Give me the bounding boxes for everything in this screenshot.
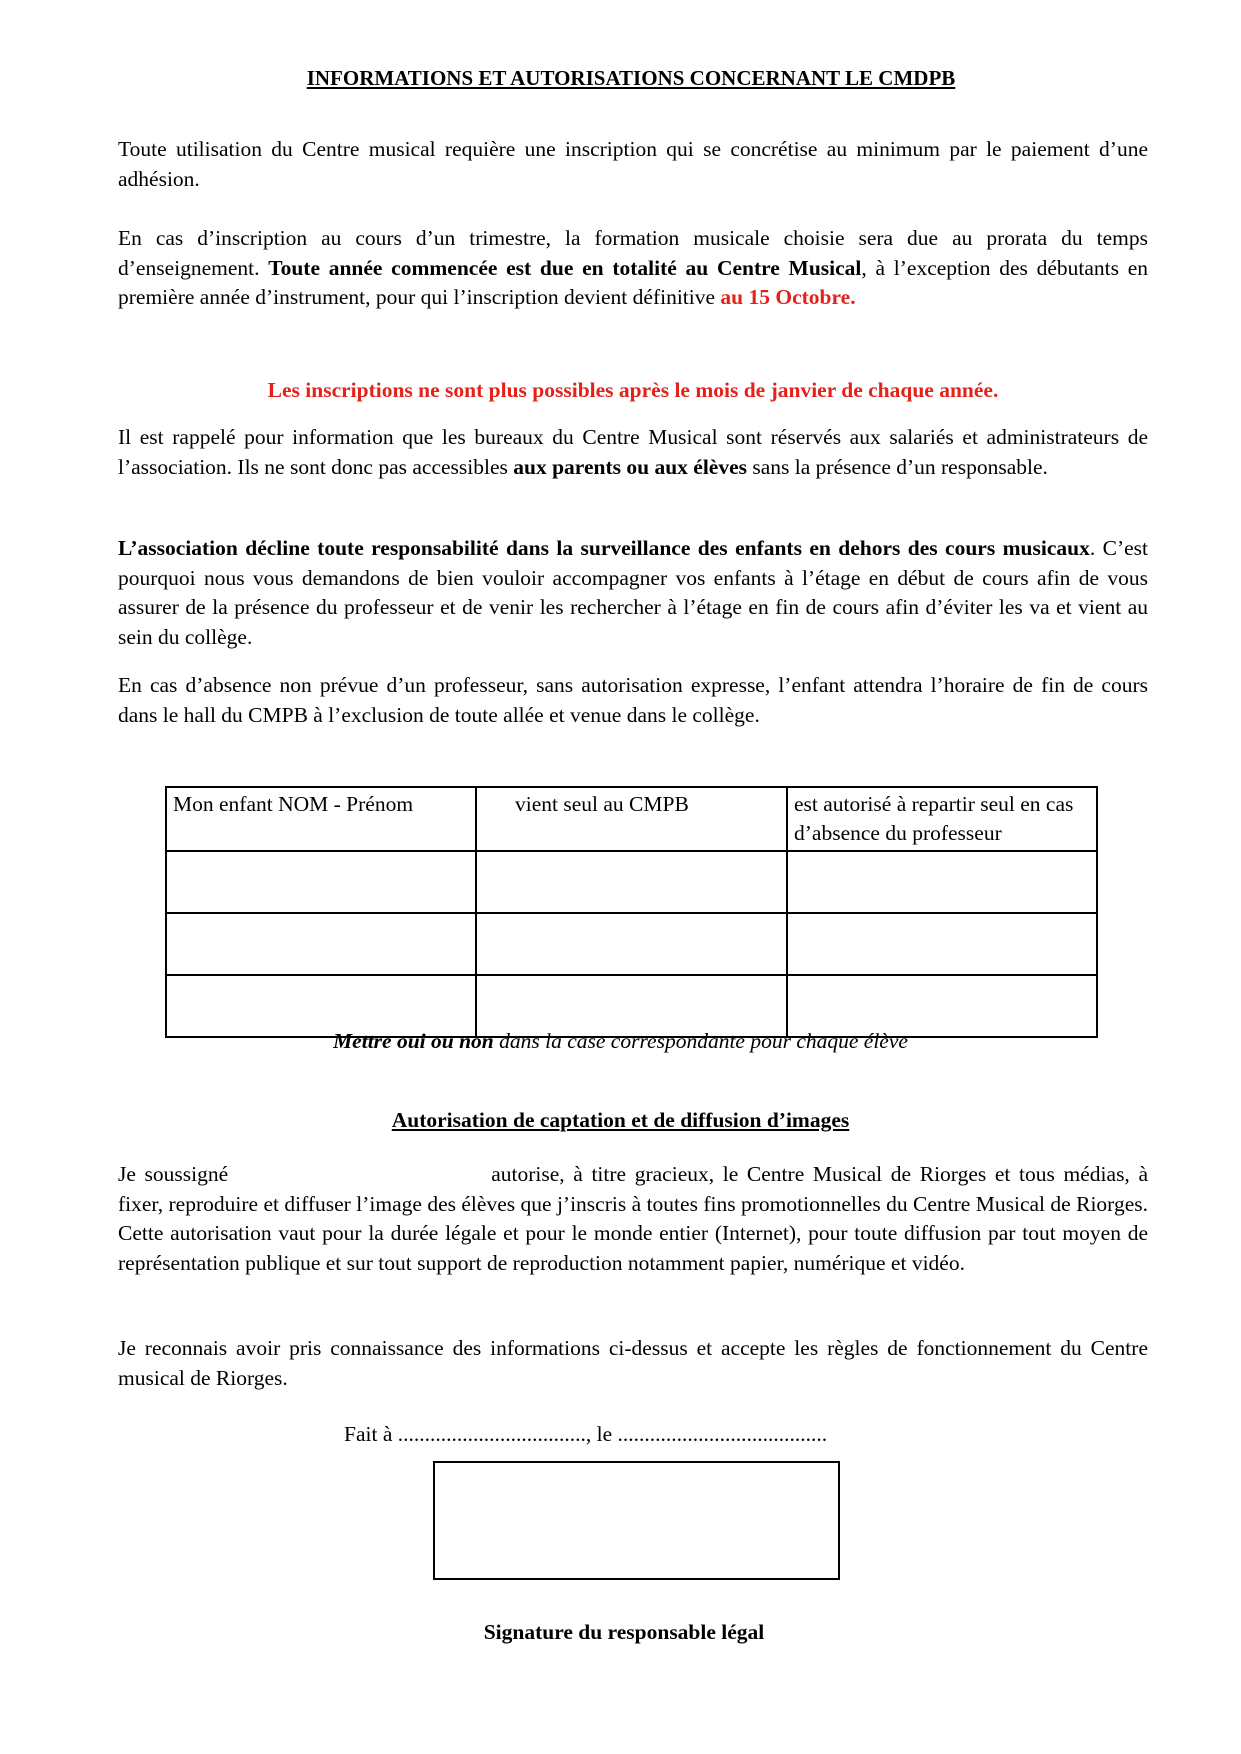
table-cell[interactable] bbox=[787, 913, 1097, 975]
paragraph-absence: En cas d’absence non prévue d’un professeur, sans autorisation expresse, l’enfant attendra l’horaire de fin de cours dans le hall du CMPB à l’exclusion de toute allée et venue dans le collège. bbox=[118, 673, 1148, 727]
page-title: INFORMATIONS ET AUTORISATIONS CONCERNANT LE CMDPB bbox=[306, 66, 956, 90]
table-cell[interactable] bbox=[476, 975, 787, 1037]
table-cell[interactable] bbox=[787, 851, 1097, 913]
table-header-cell: est autorisé à repartir seul en cas d’absence du professeur bbox=[787, 787, 1097, 851]
paragraph-enrollment-text-c: , à l’exception des débutants en première année d’instrument, pour qui l’inscription devient définitive bbox=[118, 255, 1148, 309]
paragraph-image-authorization-text: autorise, à titre gracieux, le Centre Musical de Riorges et tous médias, à fixer, reproduire et diffuser l’image des élèves que j’inscris à toutes fins promotionnelles du Centre Musical de Riorges. Cette autorisation vaut pour la durée légale et pour le monde entier (Internet), pour toute diffusion par tout moyen de représentation publique et sur tout support de reproduction notamment papier, numérique et vidéo. bbox=[118, 1162, 1148, 1275]
table-header-label: vient seul au CMPB bbox=[515, 792, 689, 816]
table-cell[interactable] bbox=[476, 851, 787, 913]
table-instruction-bold: Mettre oui ou non bbox=[333, 1029, 494, 1053]
paragraph-acknowledgement: Je reconnais avoir pris connaissance des informations ci-dessus et accepte les règles de fonctionnement du Centre musical de Riorges. bbox=[118, 1336, 1148, 1390]
authorization-table bbox=[165, 786, 1098, 1038]
paragraph-responsibility-text: . C’est pourquoi nous vous demandons de bien vouloir accompagner vos enfants à l’étage en début de cours afin de vous assurer de la présence du professeur et de venir les rechercher à l’étage en fin de cours afin d’éviter les va et vient au sein du collège. bbox=[118, 536, 1148, 649]
paragraph-offices-text-a: Il est rappelé pour information que les bureaux du Centre Musical sont réservés aux salariés et administrateurs de l’association. Ils ne sont donc pas accessibles bbox=[118, 425, 1148, 479]
place-date-line[interactable]: Fait à ..................................., le ....................................... bbox=[344, 1422, 828, 1446]
table-header-cell bbox=[476, 787, 787, 851]
table-cell[interactable] bbox=[166, 975, 476, 1037]
paragraph-enrollment bbox=[118, 224, 1148, 313]
table-cell[interactable] bbox=[166, 913, 476, 975]
table-row bbox=[166, 975, 1097, 1037]
registration-notice: Les inscriptions ne sont plus possibles après le mois de janvier de chaque année. bbox=[267, 378, 999, 402]
paragraph-enrollment-deadline: au 15 Octobre. bbox=[720, 285, 856, 309]
paragraph-responsibility-bold: L’association décline toute responsabilité dans la surveillance des enfants en dehors des cours musicaux bbox=[118, 536, 1090, 560]
table-row bbox=[166, 851, 1097, 913]
paragraph-enrollment-bold: Toute année commencée est due en totalité au Centre Musical bbox=[268, 255, 862, 280]
signature-box[interactable] bbox=[433, 1461, 840, 1580]
paragraph-enrollment-text-a: En cas d’inscription au cours d’un trimestre, la formation musicale choisie sera due au prorata du temps d’enseignement. bbox=[118, 226, 1148, 280]
signature-label: Signature du responsable légal bbox=[483, 1620, 765, 1644]
paragraph-responsibility bbox=[118, 534, 1148, 652]
table-header-cell: Mon enfant NOM - Prénom bbox=[166, 787, 476, 851]
paragraph-image-authorization-lead: Je soussigné bbox=[118, 1162, 229, 1186]
paragraph-image-authorization bbox=[118, 1160, 1148, 1278]
paragraph-membership: Toute utilisation du Centre musical requière une inscription qui se concrétise au minimum par le paiement d’une adhésion. bbox=[118, 137, 1148, 191]
table-cell[interactable] bbox=[787, 975, 1097, 1037]
paragraph-offices-bold: aux parents ou aux élèves bbox=[513, 454, 747, 479]
table-header-row bbox=[166, 787, 1097, 851]
table-cell[interactable] bbox=[476, 913, 787, 975]
table-instruction bbox=[0, 1029, 1241, 1054]
table-instruction-text: dans la case correspondante pour chaque élève bbox=[493, 1029, 908, 1053]
paragraph-offices-text-c: sans la présence d’un responsable. bbox=[747, 454, 1048, 479]
table-cell[interactable] bbox=[166, 851, 476, 913]
section-title-image-rights: Autorisation de captation et de diffusion d’images bbox=[391, 1108, 850, 1132]
table-row bbox=[166, 913, 1097, 975]
paragraph-offices bbox=[118, 423, 1148, 482]
